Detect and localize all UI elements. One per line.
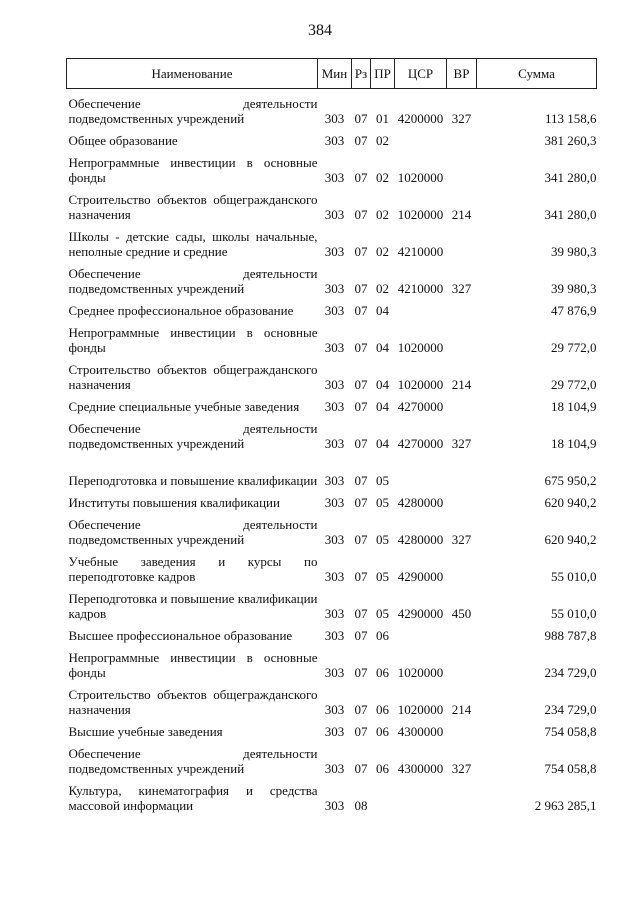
cell-min: 303 — [324, 473, 345, 488]
cell-sum: 47 876,9 — [551, 303, 597, 318]
cell-min: 303 — [324, 377, 345, 392]
cell-name: Обеспечение деятельности подведомственных учреждений — [68, 266, 318, 296]
table-header — [67, 59, 597, 89]
cell-csr: 4210000 — [397, 244, 444, 259]
cell-min: 303 — [324, 207, 345, 222]
cell-pr: 04 — [376, 436, 389, 451]
cell-pr: 02 — [376, 133, 389, 148]
cell-name: Средние специальные учебные заведения — [68, 399, 300, 414]
cell-pr: 05 — [376, 473, 389, 488]
cell-pr: 05 — [376, 532, 389, 547]
table-row — [67, 717, 597, 739]
cell-sum: 18 104,9 — [551, 399, 597, 414]
table-row — [67, 680, 597, 717]
cell-rz: 07 — [354, 377, 368, 392]
cell-min: 303 — [324, 244, 345, 259]
cell-min: 303 — [324, 436, 345, 451]
table-row — [67, 510, 597, 547]
table-row — [67, 185, 597, 222]
cell-pr: 06 — [376, 628, 389, 643]
cell-min: 303 — [324, 606, 345, 621]
budget-table — [66, 58, 597, 813]
cell-min: 303 — [324, 724, 345, 739]
cell-min: 303 — [324, 303, 345, 318]
cell-sum: 234 729,0 — [544, 702, 597, 717]
cell-csr: 4280000 — [397, 495, 444, 510]
cell-csr: 4210000 — [397, 281, 444, 296]
cell-vr: 214 — [451, 377, 472, 392]
table-row — [67, 547, 597, 584]
cell-sum: 29 772,0 — [551, 377, 597, 392]
header-row — [67, 59, 597, 89]
cell-vr: 327 — [451, 761, 472, 776]
cell-sum: 381 260,3 — [544, 133, 597, 148]
cell-vr — [447, 451, 477, 488]
cell-name: Обеспечение деятельности подведомственных учреждений — [68, 746, 318, 776]
cell-vr: 327 — [451, 281, 472, 296]
cell-pr: 01 — [376, 111, 389, 126]
cell-rz: 07 — [354, 111, 368, 126]
cell-rz: 07 — [354, 303, 368, 318]
cell-rz: 07 — [354, 724, 368, 739]
cell-sum: 39 980,3 — [551, 281, 597, 296]
cell-name: Строительство объектов общегражданского назначения — [68, 687, 318, 717]
cell-pr: 04 — [376, 303, 389, 318]
cell-csr: 1020000 — [397, 377, 444, 392]
cell-pr: 06 — [376, 724, 389, 739]
cell-rz: 07 — [354, 532, 368, 547]
cell-min: 303 — [324, 495, 345, 510]
cell-sum: 341 280,0 — [544, 207, 597, 222]
cell-csr: 4300000 — [397, 724, 444, 739]
cell-vr — [447, 222, 477, 259]
cell-vr: 450 — [451, 606, 472, 621]
cell-rz: 07 — [354, 340, 368, 355]
table-row — [67, 451, 597, 488]
cell-rz: 08 — [354, 798, 368, 813]
cell-pr — [371, 776, 395, 813]
cell-name: Непрограммные инвестиции в основные фонды — [68, 325, 318, 355]
cell-csr — [395, 296, 447, 318]
table-row — [67, 392, 597, 414]
cell-sum: 620 940,2 — [544, 495, 597, 510]
cell-name: Высшее профессиональное образование — [68, 628, 293, 643]
cell-csr: 4280000 — [397, 532, 444, 547]
cell-csr — [395, 451, 447, 488]
cell-vr — [447, 488, 477, 510]
header-pr: ПР — [371, 59, 395, 89]
cell-min: 303 — [324, 665, 345, 680]
cell-name: Обеспечение деятельности подведомственных учреждений — [68, 517, 318, 547]
page-number: 384 — [308, 22, 332, 39]
cell-rz: 07 — [354, 170, 368, 185]
cell-sum: 55 010,0 — [551, 606, 597, 621]
cell-rz: 07 — [354, 569, 368, 584]
cell-name: Непрограммные инвестиции в основные фонды — [68, 155, 318, 185]
cell-pr: 06 — [376, 702, 389, 717]
cell-sum: 39 980,3 — [551, 244, 597, 259]
cell-vr — [447, 296, 477, 318]
cell-pr: 05 — [376, 606, 389, 621]
cell-name: Переподготовка и повышение квалификации — [68, 473, 318, 488]
cell-min: 303 — [324, 628, 345, 643]
cell-csr: 1020000 — [397, 665, 444, 680]
cell-vr — [447, 148, 477, 185]
cell-csr: 4270000 — [397, 436, 444, 451]
cell-sum: 675 950,2 — [544, 473, 597, 488]
cell-pr: 02 — [376, 207, 389, 222]
cell-sum: 754 058,8 — [544, 724, 597, 739]
cell-name: Общее образование — [68, 133, 178, 148]
cell-rz: 07 — [354, 606, 368, 621]
cell-sum: 2 963 285,1 — [534, 798, 597, 813]
cell-min: 303 — [324, 111, 345, 126]
cell-name: Строительство объектов общегражданского назначения — [68, 192, 318, 222]
header-name: Наименование — [67, 59, 318, 89]
header-rz: Рз — [352, 59, 371, 89]
cell-rz: 07 — [354, 133, 368, 148]
cell-min: 303 — [324, 399, 345, 414]
cell-pr: 05 — [376, 569, 389, 584]
cell-vr — [447, 776, 477, 813]
cell-rz: 07 — [354, 436, 368, 451]
cell-name: Учебные заведения и курсы по переподготовке кадров — [68, 554, 318, 584]
cell-vr — [447, 547, 477, 584]
cell-min: 303 — [324, 532, 345, 547]
table-row — [67, 296, 597, 318]
table-row — [67, 584, 597, 621]
cell-sum: 341 280,0 — [544, 170, 597, 185]
cell-csr: 1020000 — [397, 340, 444, 355]
table-row — [67, 643, 597, 680]
table-row — [67, 259, 597, 296]
cell-csr: 1020000 — [397, 207, 444, 222]
cell-min: 303 — [324, 170, 345, 185]
table-row — [67, 148, 597, 185]
cell-pr: 02 — [376, 281, 389, 296]
cell-csr: 1020000 — [397, 702, 444, 717]
table-row — [67, 318, 597, 355]
cell-pr: 02 — [376, 244, 389, 259]
cell-vr — [447, 126, 477, 148]
cell-pr: 04 — [376, 340, 389, 355]
header-csr: ЦСР — [395, 59, 447, 89]
cell-vr: 327 — [451, 111, 472, 126]
cell-min: 303 — [324, 702, 345, 717]
header-sum: Сумма — [477, 59, 597, 89]
cell-name: Обеспечение деятельности подведомственных учреждений — [68, 96, 318, 126]
cell-min: 303 — [324, 133, 345, 148]
cell-pr: 06 — [376, 665, 389, 680]
cell-rz: 07 — [354, 702, 368, 717]
cell-vr: 327 — [451, 532, 472, 547]
cell-min: 303 — [324, 569, 345, 584]
cell-sum: 29 772,0 — [551, 340, 597, 355]
cell-name: Переподготовка и повышение квалификации кадров — [68, 591, 318, 621]
cell-sum: 18 104,9 — [551, 436, 597, 451]
cell-name: Строительство объектов общегражданского назначения — [68, 362, 318, 392]
table-row — [67, 776, 597, 813]
cell-rz: 07 — [354, 244, 368, 259]
table-body — [67, 89, 597, 814]
table-row — [67, 126, 597, 148]
cell-name: Обеспечение деятельности подведомственных учреждений — [68, 421, 318, 451]
cell-vr — [447, 621, 477, 643]
cell-name: Среднее профессиональное образование — [68, 303, 294, 318]
cell-rz: 07 — [354, 665, 368, 680]
cell-csr: 4200000 — [397, 111, 444, 126]
cell-pr: 05 — [376, 495, 389, 510]
table-row — [67, 355, 597, 392]
cell-vr — [447, 318, 477, 355]
cell-name: Непрограммные инвестиции в основные фонды — [68, 650, 318, 680]
cell-min: 303 — [324, 798, 345, 813]
cell-vr: 214 — [451, 702, 472, 717]
cell-rz: 07 — [354, 281, 368, 296]
cell-vr — [447, 717, 477, 739]
cell-name: Культура, кинематография и средства массовой информации — [68, 783, 318, 813]
table-row — [67, 222, 597, 259]
cell-csr: 1020000 — [397, 170, 444, 185]
cell-sum: 234 729,0 — [544, 665, 597, 680]
cell-rz: 07 — [354, 628, 368, 643]
cell-min: 303 — [324, 340, 345, 355]
cell-csr: 4270000 — [397, 399, 444, 414]
header-vr: ВР — [447, 59, 477, 89]
cell-csr: 4290000 — [397, 569, 444, 584]
cell-rz: 07 — [354, 473, 368, 488]
table-row — [67, 488, 597, 510]
cell-csr — [395, 776, 447, 813]
cell-vr — [447, 643, 477, 680]
cell-rz: 07 — [354, 207, 368, 222]
cell-pr: 04 — [376, 377, 389, 392]
cell-sum: 988 787,8 — [544, 628, 597, 643]
cell-sum: 55 010,0 — [551, 569, 597, 584]
cell-pr: 04 — [376, 399, 389, 414]
cell-name: Институты повышения квалификации — [68, 495, 280, 510]
cell-rz: 07 — [354, 399, 368, 414]
table-row — [67, 89, 597, 127]
cell-rz: 07 — [354, 495, 368, 510]
cell-vr — [447, 392, 477, 414]
table-row — [67, 414, 597, 451]
cell-csr: 4300000 — [397, 761, 444, 776]
cell-sum: 113 158,6 — [544, 111, 597, 126]
cell-min: 303 — [324, 761, 345, 776]
cell-min: 303 — [324, 281, 345, 296]
table-row — [67, 621, 597, 643]
header-min: Мин — [318, 59, 352, 89]
cell-csr: 4290000 — [397, 606, 444, 621]
cell-name: Высшие учебные заведения — [68, 724, 223, 739]
cell-csr — [395, 126, 447, 148]
cell-pr: 06 — [376, 761, 389, 776]
cell-sum: 754 058,8 — [544, 761, 597, 776]
cell-csr — [395, 621, 447, 643]
cell-vr: 214 — [451, 207, 472, 222]
cell-rz: 07 — [354, 761, 368, 776]
cell-sum: 620 940,2 — [544, 532, 597, 547]
table-row — [67, 739, 597, 776]
cell-pr: 02 — [376, 170, 389, 185]
cell-name: Школы - детские сады, школы начальные, неполные средние и средние — [68, 229, 318, 259]
cell-vr: 327 — [451, 436, 472, 451]
